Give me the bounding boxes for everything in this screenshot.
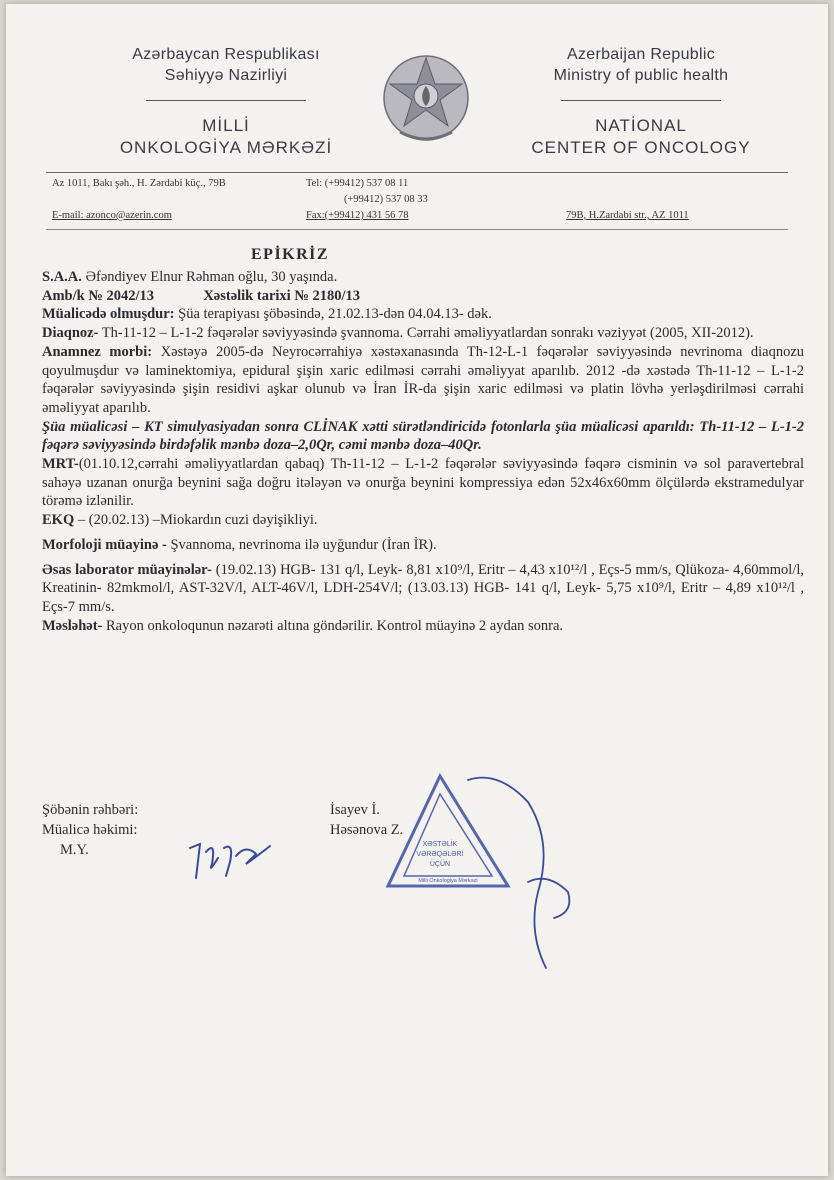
ekq-label: EKQ — [42, 512, 75, 529]
document-sheet — [6, 4, 828, 1176]
treatment-line — [42, 305, 804, 324]
advice-paragraph — [42, 617, 804, 636]
center-name-az-line2: ONKOLOGİYA MƏRKƏZİ — [119, 138, 333, 157]
state-emblem-icon — [380, 48, 472, 148]
seal-place-label: M.Y. — [60, 842, 89, 858]
center-name-en-line1: NATİONAL — [595, 116, 687, 135]
morph-label: Morfoloji müayinə - — [42, 536, 167, 553]
document-title: EPİKRİZ — [251, 246, 330, 263]
phone-2: (+99412) 537 08 33 — [344, 194, 428, 205]
center-name-az-line1: MİLLİ — [202, 116, 250, 135]
signature-scribble-icon — [186, 834, 276, 884]
diagnosis-label: Diaqnoz- — [42, 325, 99, 342]
lab-value: (19.02.13) HGB- 131 q/l, Leyk- 8,81 x10⁹/l, Eritr – 4,43 x10¹²/l , Eçs-5 mm/s, Qlükoza- 4,60mmol/l, Kreatinin- 82mkmol/l, AST-32V/l, ALT-46V/l, LDH-254V/l; (13.03.13) HGB- 141 q/l, Leyk- 5,75 x10⁹/l, Eritr – 4,89 x10¹²/l , Eçs-7 mm/s. — [42, 561, 804, 615]
republic-name-az: Azərbaycan Respublikası — [132, 46, 320, 63]
morphology-paragraph — [42, 536, 804, 555]
address-en: 79B, H.Zardabi str., AZ 1011 — [566, 210, 689, 221]
head-name: İsayev İ. — [330, 802, 380, 818]
mrt-paragraph — [42, 455, 804, 511]
doctor-name: Həsənova Z. — [330, 822, 404, 838]
anamnesis-value: Xəstəyə 2005-də Neyrocərrahiyə xəstəxanasında Th-12-L-1 fəqərələr səviyyəsində nevrinoma diaqnozu qoyulmuşdur və laminektomiya, epidural şişin xaric edilməsi cərrahi əməliyyat aparılıb. 2012 -də xəstədə Th-11-12 – L-1-2 fəqərələr səviyyəsində şişin residivi aşkar olunub və İran İR-da şişin xaric edilməsi və platin lövhə yerləşdirilməsi cərrahi əməliyyat aparılıb. — [42, 343, 805, 416]
header-rule — [46, 172, 788, 173]
phone-1: Tel: (+99412) 537 08 11 — [306, 178, 409, 189]
mrt-label: MRT- — [42, 456, 79, 473]
treated-label: Müalicədə olmuşdur: — [42, 306, 175, 323]
address-az: Az 1011, Bakı şəh., H. Zərdabi küç., 79B — [52, 178, 226, 189]
treated-value: Şüa terapiyası şöbəsində, 21.02.13-dən 04.04.13- dək. — [178, 306, 492, 323]
lab-label: Əsas laborator müayinələr- — [42, 561, 212, 578]
email: E-mail: azonco@azerin.com — [52, 210, 172, 221]
republic-name-en: Azerbaijan Republic — [566, 46, 715, 63]
ministry-name-az: Səhiyyə Nazirliyi — [164, 67, 288, 84]
stamp-line4: Milli Onkologiya Mərkəzi — [418, 878, 478, 884]
ministry-name-en: Ministry of public health — [553, 67, 729, 84]
head-label: Şöbənin rəhbəri: — [42, 802, 139, 818]
document-body — [42, 268, 804, 635]
radiation-paragraph: Şüa müalicəsi – KT simulyasiyadan sonra CLİNAK xətti sürətləndiricidə fotonlarla şüa müalicəsi aparıldı: Th-11-12 – L-1-2 fəqərə səviyyəsində birdəfəlik mənbə doza–2,0Qr, cəmi mənbə doza–40Qr. — [42, 418, 804, 454]
triangle-stamp-icon — [378, 762, 598, 972]
stamp-line1: XƏSTƏLİK — [422, 841, 458, 848]
header-left-block — [76, 44, 376, 159]
advice-label: Məsləhət- — [42, 617, 103, 634]
ekq-value: – (20.02.13) –Miokardın cuzi dəyişikliyi. — [77, 512, 318, 529]
doctor-label: Müalicə həkimi: — [42, 822, 138, 838]
header-right-block — [486, 44, 796, 159]
fax: Fax:(+99412) 431 56 78 — [306, 210, 409, 221]
anamnesis-paragraph — [42, 343, 804, 418]
lab-paragraph — [42, 561, 804, 617]
ekq-paragraph — [42, 511, 804, 530]
stamp-line2: VƏRƏQƏLƏRİ — [416, 851, 464, 858]
amb-number: Amb/k № 2042/13 — [42, 287, 155, 304]
center-name-en-line2: CENTER OF ONCOLOGY — [531, 138, 751, 157]
anamnesis-label: Anamnez morbi: — [42, 343, 153, 360]
diagnosis-paragraph — [42, 324, 804, 343]
stamp-line3: ÜÇÜN — [429, 861, 451, 868]
patient-line — [42, 268, 804, 287]
morph-value: Şvannoma, nevrinoma ilə uyğundur (İran İR). — [170, 536, 437, 553]
saa-label: S.A.A. — [42, 269, 82, 285]
header-divider — [146, 100, 306, 101]
mrt-value: (01.10.12,cərrahi əməliyyatlardan qabaq) Th-11-12 – L-1-2 fəqərələr səviyyəsində fəqərə cisminin və sol paravertebral sahəyə uzanan onurğa beynini sağa doğru itələyən və onurğa beynini kompressiya edən 52x46x60mm ölçülərdə ekstramedulyar törəmə izlənilir. — [42, 456, 804, 510]
record-numbers — [42, 287, 804, 306]
history-number: Xəstəlik tarixi № 2180/13 — [203, 287, 361, 304]
header-divider — [561, 100, 721, 101]
advice-value: Rayon onkoloqunun nəzarəti altına göndərilir. Kontrol müayinə 2 aydan sonra. — [106, 617, 564, 634]
saa-value: Əfəndiyev Elnur Rəhman oğlu, 30 yaşında. — [85, 269, 338, 285]
contact-rule — [46, 229, 788, 230]
diagnosis-value: Th-11-12 – L-1-2 fəqərələr səviyyəsində şvannoma. Cərrahi əməliyyatlardan sonrakı vəziyyət (2005, XII-2012). — [101, 325, 754, 342]
